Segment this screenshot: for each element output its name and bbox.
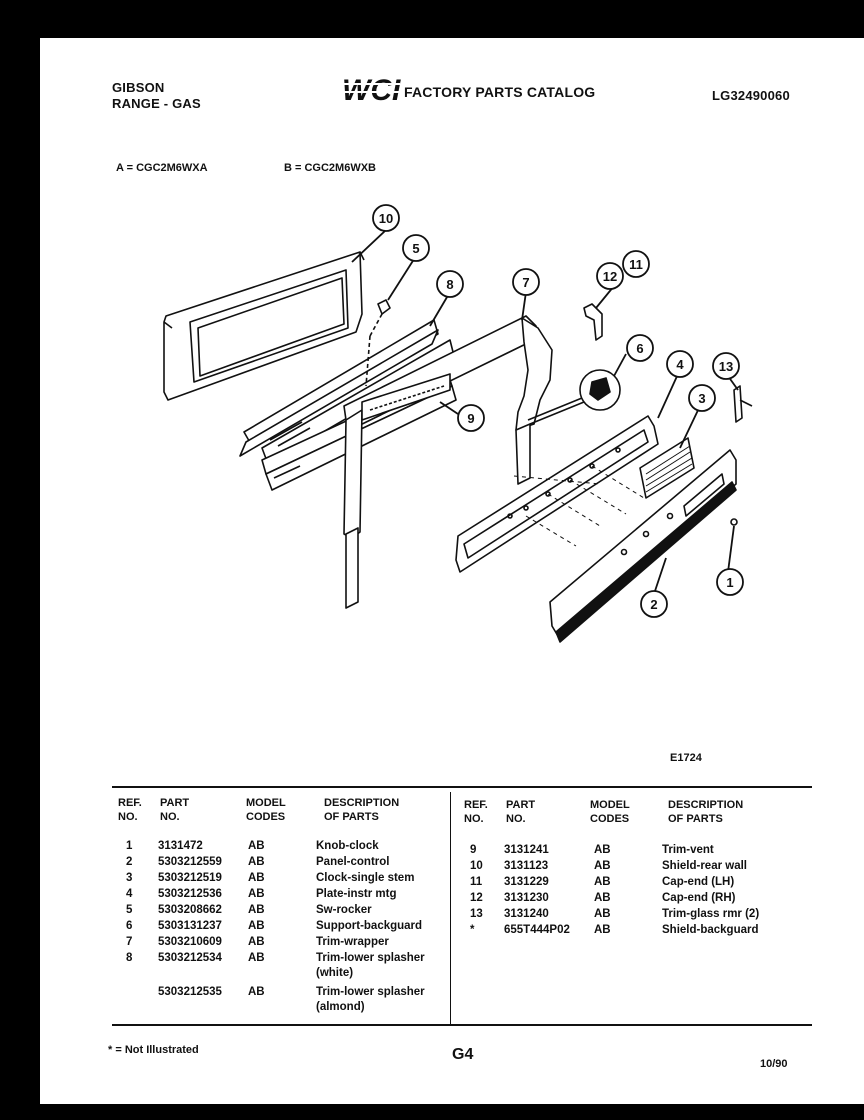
shield-rear-wall-part [164,252,364,400]
model-a: A = CGC2M6WXA [116,162,208,174]
table-center-divider [450,792,451,1024]
callout-9-label: 9 [467,411,475,426]
callout-1-label: 1 [726,575,734,590]
left-desc-header: DESCRIPTION OF PARTS [324,797,400,823]
product-type: RANGE - GAS [112,96,201,111]
figure-code: E1724 [670,752,702,764]
callout-7-label: 7 [522,275,530,290]
revision-date: 10/90 [760,1058,788,1070]
model-b: B = CGC2M6WXB [284,162,376,174]
trim-glass-retainer-part [734,386,752,422]
brand-name: GIBSON [112,80,165,95]
table-bottom-rule [112,1024,812,1026]
catalog-title: FACTORY PARTS CATALOG [404,84,596,100]
catalog-sheet: GIBSON RANGE - GAS WCI FACTORY PARTS CATALOG LG32490060 A = CGC2M6WXA B = CGC2M6WXB 10 5 8 7 9 6 12 11 4 3 13 1 2 E1724 REF. NO. PART NO. MODEL CODES DESCRIPTION OF PARTS REF. NO. PART NO. MODEL CODES DESCRIPTION OF PARTS 1 3131472 AB Knob-clock 2 5303212559 AB Panel-control 3 5303212519 AB Clock-single stem 4 5303212536 AB Plate-instr mtg 5 5303208662 AB Sw-rocker 6 5303131237 AB Support-backguard 7 5303210609 AB Trim-wrapper 8 5303212534 AB Trim-lower splasher (white) 5303212535 AB Trim-lower splasher (almond) 9 3131241 AB Trim-vent 10 3131123 AB Shield-rear wall 11 3131229 AB Cap-end (LH) 12 3131230 AB Cap-end (RH) 13 3131240 AB Trim-glass rmr (2) * 655T444P02 AB Shield-backguard * = Not Illustrated G4 10/90 [40,38,864,1104]
knob-clock-part [731,519,737,525]
left-part-header: PART NO. [160,797,190,823]
table-top-rule [112,786,812,788]
right-desc-header: DESCRIPTION OF PARTS [668,799,744,825]
right-model-header: MODEL CODES [590,799,630,825]
callout-4-label: 4 [676,357,684,372]
callout-10-label: 10 [378,211,394,226]
callout-6-label: 6 [636,341,644,356]
callout-11-label: 11 [629,257,643,272]
left-model-header: MODEL CODES [246,797,286,823]
callout-13-label: 13 [718,359,734,374]
exploded-parts-diagram [40,38,864,758]
right-part-header: PART NO. [506,799,536,825]
left-ref-header: REF. NO. [118,797,142,823]
cap-end-part [584,304,602,340]
callout-2-label: 2 [650,597,658,612]
logo-text: WCI [342,74,401,106]
right-ref-header: REF. NO. [464,799,488,825]
callout-5-label: 5 [412,241,420,256]
page-number: G4 [452,1046,474,1063]
catalog-number: LG32490060 [712,88,790,103]
callout-3-label: 3 [698,391,706,406]
callout-8-label: 8 [446,277,454,292]
footnote-not-illustrated: * = Not Illustrated [108,1044,199,1056]
callout-12-label: 12 [602,269,618,284]
